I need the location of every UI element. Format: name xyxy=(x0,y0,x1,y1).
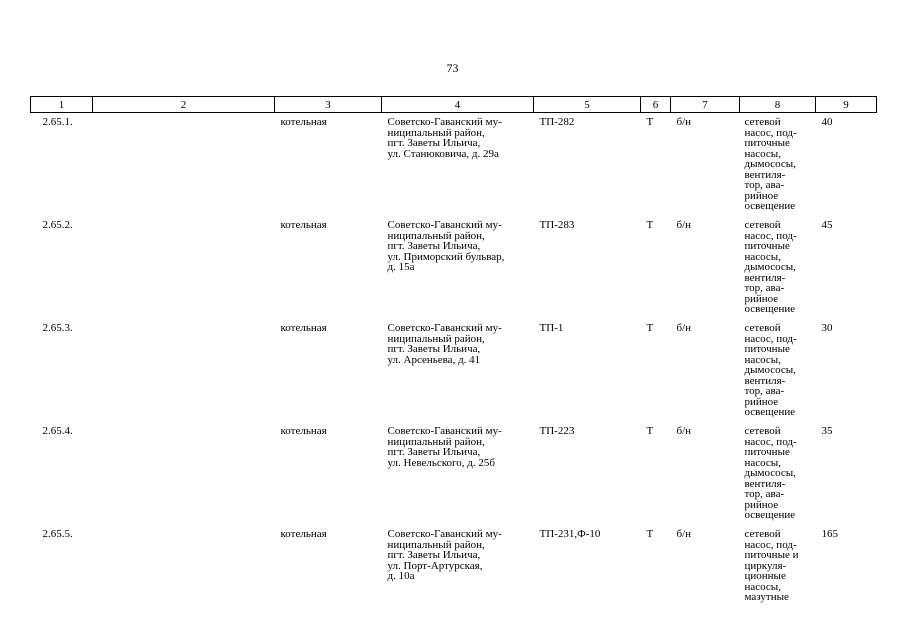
address-line: ниципальный район, xyxy=(387,435,485,448)
address-line: ниципальный район, xyxy=(387,538,485,551)
equipment-line: насос, под- xyxy=(744,229,797,242)
column-header-7: 7 xyxy=(671,97,740,113)
address-line: ниципальный район, xyxy=(387,332,485,345)
equipment-line: вентиля- xyxy=(744,477,786,490)
equipment-line: питочные xyxy=(744,446,790,458)
equipment-line: насосы, xyxy=(744,147,781,160)
equipment-line: насосы, xyxy=(744,580,781,593)
substation: ТП-231,Ф-10 xyxy=(539,528,601,540)
equipment-line: тор, ава- xyxy=(744,488,785,500)
row-col2 xyxy=(93,113,275,217)
equipment-line: насос, под- xyxy=(744,332,797,345)
equipment-line: сетевой xyxy=(744,322,781,334)
address-line: Советско-Гаванский му- xyxy=(387,528,502,540)
address-line: пгт. Заветы Ильича, xyxy=(387,549,481,561)
table-row xyxy=(31,216,877,319)
equipment-line: ционные xyxy=(744,570,786,582)
equipment-line: насос, под- xyxy=(744,126,797,139)
address-line: Советско-Гаванский му- xyxy=(387,116,502,128)
row-col2 xyxy=(93,422,275,525)
facility-type: котельная xyxy=(280,116,327,128)
equipment-line: тор, ава- xyxy=(744,385,785,397)
row-col2 xyxy=(93,525,275,609)
equipment-line: насосы, xyxy=(744,250,781,263)
equipment-line: тор, ава- xyxy=(744,282,785,294)
equipment-line: циркуля- xyxy=(744,559,787,572)
row-col6: Т xyxy=(646,219,654,231)
row-col7: б/н xyxy=(676,116,692,128)
table-row xyxy=(31,319,877,422)
address-line: ул. Порт-Артурская, xyxy=(387,559,483,572)
equipment-list xyxy=(740,422,816,525)
row-col9: 35 xyxy=(821,425,833,437)
equipment-line: сетевой xyxy=(744,219,781,231)
address-line: ниципальный район, xyxy=(387,126,485,139)
equipment-list xyxy=(740,113,816,217)
address-line: д. 15а xyxy=(387,261,415,273)
column-header-5: 5 xyxy=(534,97,641,113)
equipment-line: дымососы, xyxy=(744,261,796,273)
row-col2 xyxy=(93,319,275,422)
equipment-line: освещение xyxy=(744,406,796,418)
address-line: ул. Невельского, д. 25б xyxy=(387,456,495,469)
address-line: пгт. Заветы Ильича, xyxy=(387,240,481,252)
row-col9: 165 xyxy=(821,528,838,540)
substation: ТП-1 xyxy=(539,322,564,334)
row-col9: 45 xyxy=(821,219,833,231)
equipment-line: насос, под- xyxy=(744,435,797,448)
equipment-line: рийное xyxy=(744,395,779,408)
facility-address xyxy=(382,319,534,422)
row-number: 2.65.1. xyxy=(42,116,73,128)
equipment-line: дымососы, xyxy=(744,158,796,170)
equipment-line: освещение xyxy=(744,303,796,315)
column-header-6: 6 xyxy=(641,97,671,113)
equipment-line: дымососы, xyxy=(744,364,796,376)
equipment-line: вентиля- xyxy=(744,168,786,181)
equipment-line: сетевой xyxy=(744,116,781,128)
address-line: д. 10а xyxy=(387,570,415,582)
equipment-line: рийное xyxy=(744,292,779,305)
row-col9: 40 xyxy=(821,116,833,128)
page-number: 73 xyxy=(446,61,459,75)
row-col6: Т xyxy=(646,322,654,334)
row-number: 2.65.3. xyxy=(42,322,73,334)
row-col7: б/н xyxy=(676,528,692,540)
equipment-line: сетевой xyxy=(744,425,781,437)
facility-type: котельная xyxy=(280,219,327,231)
facility-address xyxy=(382,216,534,319)
equipment-line: освещение xyxy=(744,200,796,212)
equipment-line: рийное xyxy=(744,498,779,511)
facility-type: котельная xyxy=(280,322,327,334)
equipment-line: рийное xyxy=(744,189,779,202)
row-col9: 30 xyxy=(821,322,833,334)
equipment-line: питочные xyxy=(744,343,790,355)
equipment-line: вентиля- xyxy=(744,271,786,284)
row-number: 2.65.2. xyxy=(42,219,73,231)
equipment-line: питочные xyxy=(744,240,790,252)
equipment-line: мазутные xyxy=(744,591,789,603)
address-line: Советско-Гаванский му- xyxy=(387,425,502,437)
facility-type: котельная xyxy=(280,528,327,540)
table-row xyxy=(31,113,877,217)
address-line: ул. Арсеньева, д. 41 xyxy=(387,353,481,366)
equipment-line: насосы, xyxy=(744,456,781,469)
equipment-line: вентиля- xyxy=(744,374,786,387)
address-line: ул. Станюковича, д. 29а xyxy=(387,147,499,160)
column-header-3: 3 xyxy=(275,97,382,113)
facility-address xyxy=(382,113,534,217)
row-col6: Т xyxy=(646,425,654,437)
address-line: пгт. Заветы Ильича, xyxy=(387,446,481,458)
address-line: ниципальный район, xyxy=(387,229,485,242)
table-header xyxy=(31,97,877,113)
column-header-2: 2 xyxy=(93,97,275,113)
data-table xyxy=(30,96,877,609)
facility-type: котельная xyxy=(280,425,327,437)
row-col2 xyxy=(93,216,275,319)
row-col7: б/н xyxy=(676,425,692,437)
table-row xyxy=(31,525,877,609)
row-number: 2.65.5. xyxy=(42,528,73,540)
substation: ТП-223 xyxy=(539,425,575,437)
substation: ТП-282 xyxy=(539,116,575,128)
substation: ТП-283 xyxy=(539,219,575,231)
row-col7: б/н xyxy=(676,322,692,334)
equipment-line: сетевой xyxy=(744,528,781,540)
facility-address xyxy=(382,422,534,525)
address-line: пгт. Заветы Ильича, xyxy=(387,343,481,355)
address-line: Советско-Гаванский му- xyxy=(387,219,502,231)
equipment-line: тор, ава- xyxy=(744,179,785,191)
header-row xyxy=(31,97,877,113)
column-header-4: 4 xyxy=(382,97,534,113)
address-line: ул. Приморский бульвар, xyxy=(387,250,505,263)
address-line: Советско-Гаванский му- xyxy=(387,322,502,334)
equipment-line: насос, под- xyxy=(744,538,797,551)
equipment-line: дымососы, xyxy=(744,467,796,479)
equipment-list xyxy=(740,216,816,319)
table-body xyxy=(31,113,877,610)
column-header-8: 8 xyxy=(740,97,816,113)
column-header-1: 1 xyxy=(31,97,93,113)
equipment-line: питочные и xyxy=(744,549,799,561)
row-col6: Т xyxy=(646,528,654,540)
address-line: пгт. Заветы Ильича, xyxy=(387,137,481,149)
equipment-line: питочные xyxy=(744,137,790,149)
table-row xyxy=(31,422,877,525)
row-col6: Т xyxy=(646,116,654,128)
row-number: 2.65.4. xyxy=(42,425,73,437)
equipment-list xyxy=(740,525,816,609)
equipment-line: насосы, xyxy=(744,353,781,366)
facility-address xyxy=(382,525,534,609)
equipment-list xyxy=(740,319,816,422)
row-col7: б/н xyxy=(676,219,692,231)
equipment-line: освещение xyxy=(744,509,796,521)
column-header-9: 9 xyxy=(816,97,877,113)
